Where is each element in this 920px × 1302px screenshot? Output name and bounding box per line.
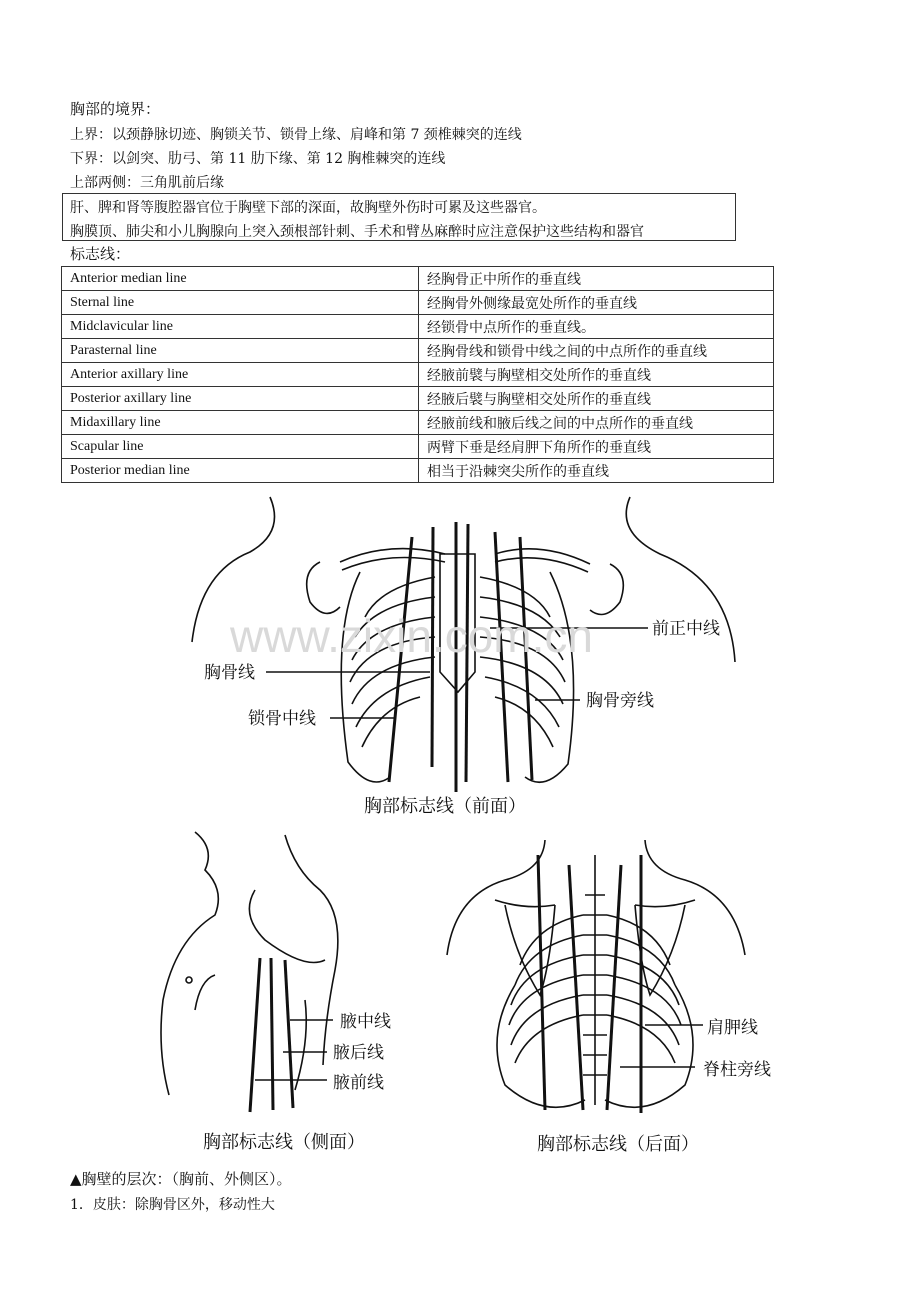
line-desc-zh: 经胸骨线和锁骨中线之间的中点所作的垂直线 <box>419 339 774 363</box>
line-name-en: Anterior axillary line <box>62 363 419 387</box>
layers-item-1: 1．皮肤：除胸骨区外，移动性大 <box>70 1197 275 1213</box>
scapular-line-label: 肩胛线 <box>707 1018 758 1038</box>
table-row <box>62 339 774 363</box>
side-thorax-figure <box>155 830 420 1162</box>
sternal-line-label: 胸骨线 <box>204 663 255 683</box>
table-row <box>62 291 774 315</box>
table-row <box>62 411 774 435</box>
line-desc-zh: 经腋后襞与胸壁相交处所作的垂直线 <box>419 387 774 411</box>
line-desc-zh: 经锁骨中点所作的垂直线。 <box>419 315 774 339</box>
front-figure-caption: 胸部标志线（前面） <box>364 796 526 817</box>
line-desc-zh: 两臂下垂是经肩胛下角所作的垂直线 <box>419 435 774 459</box>
posterior-axillary-line-label: 腋后线 <box>333 1043 384 1063</box>
front-thorax-figure <box>190 492 750 828</box>
midaxillary-line-label: 腋中线 <box>340 1012 391 1032</box>
line-desc-zh: 经腋前襞与胸壁相交处所作的垂直线 <box>419 363 774 387</box>
midclavicular-line-label: 锁骨中线 <box>248 709 316 729</box>
boundary-upper: 上界：以颈静脉切迹、胸锁关节、锁骨上缘、肩峰和第 7 颈椎棘突的连线 <box>70 127 522 143</box>
anterior-axillary-line-label: 腋前线 <box>333 1073 384 1093</box>
back-thorax-drawing <box>447 840 745 1113</box>
line-name-en: Anterior median line <box>62 267 419 291</box>
line-name-en: Midaxillary line <box>62 411 419 435</box>
marks-title: 标志线： <box>70 245 131 263</box>
boundary-lateral: 上部两侧：三角肌前后缘 <box>70 175 224 191</box>
side-figure-caption: 胸部标志线（侧面） <box>203 1132 365 1153</box>
table-row <box>62 363 774 387</box>
back-figure-caption: 胸部标志线（后面） <box>537 1134 699 1155</box>
parasternal-line-label: 胸骨旁线 <box>586 691 654 711</box>
line-desc-zh: 经腋前线和腋后线之间的中点所作的垂直线 <box>419 411 774 435</box>
boundary-lower: 下界：以剑突、肋弓、第 11 肋下缘、第 12 胸椎棘突的连线 <box>70 151 446 167</box>
watermark: www.zixin.com.cn <box>230 610 593 662</box>
layers-title: ▲胸壁的层次：（胸前、外侧区）。 <box>70 1170 292 1188</box>
table-row <box>62 435 774 459</box>
table-row <box>62 267 774 291</box>
table-row <box>62 315 774 339</box>
note-box <box>62 193 736 241</box>
table-row <box>62 387 774 411</box>
table-row <box>62 459 774 483</box>
line-name-en: Posterior axillary line <box>62 387 419 411</box>
note-line-2: 胸膜顶、肺尖和小儿胸腺向上突入颈根部针刺、手术和臂丛麻醉时应注意保护这些结构和器官 <box>70 224 644 240</box>
paravertebral-line-label: 脊柱旁线 <box>703 1060 771 1080</box>
line-desc-zh: 经胸骨外侧缘最宽处所作的垂直线 <box>419 291 774 315</box>
back-thorax-figure <box>445 835 785 1162</box>
line-name-en: Sternal line <box>62 291 419 315</box>
line-name-en: Parasternal line <box>62 339 419 363</box>
marks-table <box>61 266 774 483</box>
line-name-en: Midclavicular line <box>62 315 419 339</box>
note-line-1: 肝、脾和肾等腹腔器官位于胸壁下部的深面，故胸壁外伤时可累及这些器官。 <box>70 200 546 216</box>
line-name-en: Posterior median line <box>62 459 419 483</box>
line-desc-zh: 相当于沿棘突尖所作的垂直线 <box>419 459 774 483</box>
section-title: 胸部的境界： <box>70 100 161 118</box>
line-name-en: Scapular line <box>62 435 419 459</box>
anterior-median-line-label: 前正中线 <box>652 619 720 639</box>
side-thorax-drawing <box>161 832 338 1112</box>
line-desc-zh: 经胸骨正中所作的垂直线 <box>419 267 774 291</box>
